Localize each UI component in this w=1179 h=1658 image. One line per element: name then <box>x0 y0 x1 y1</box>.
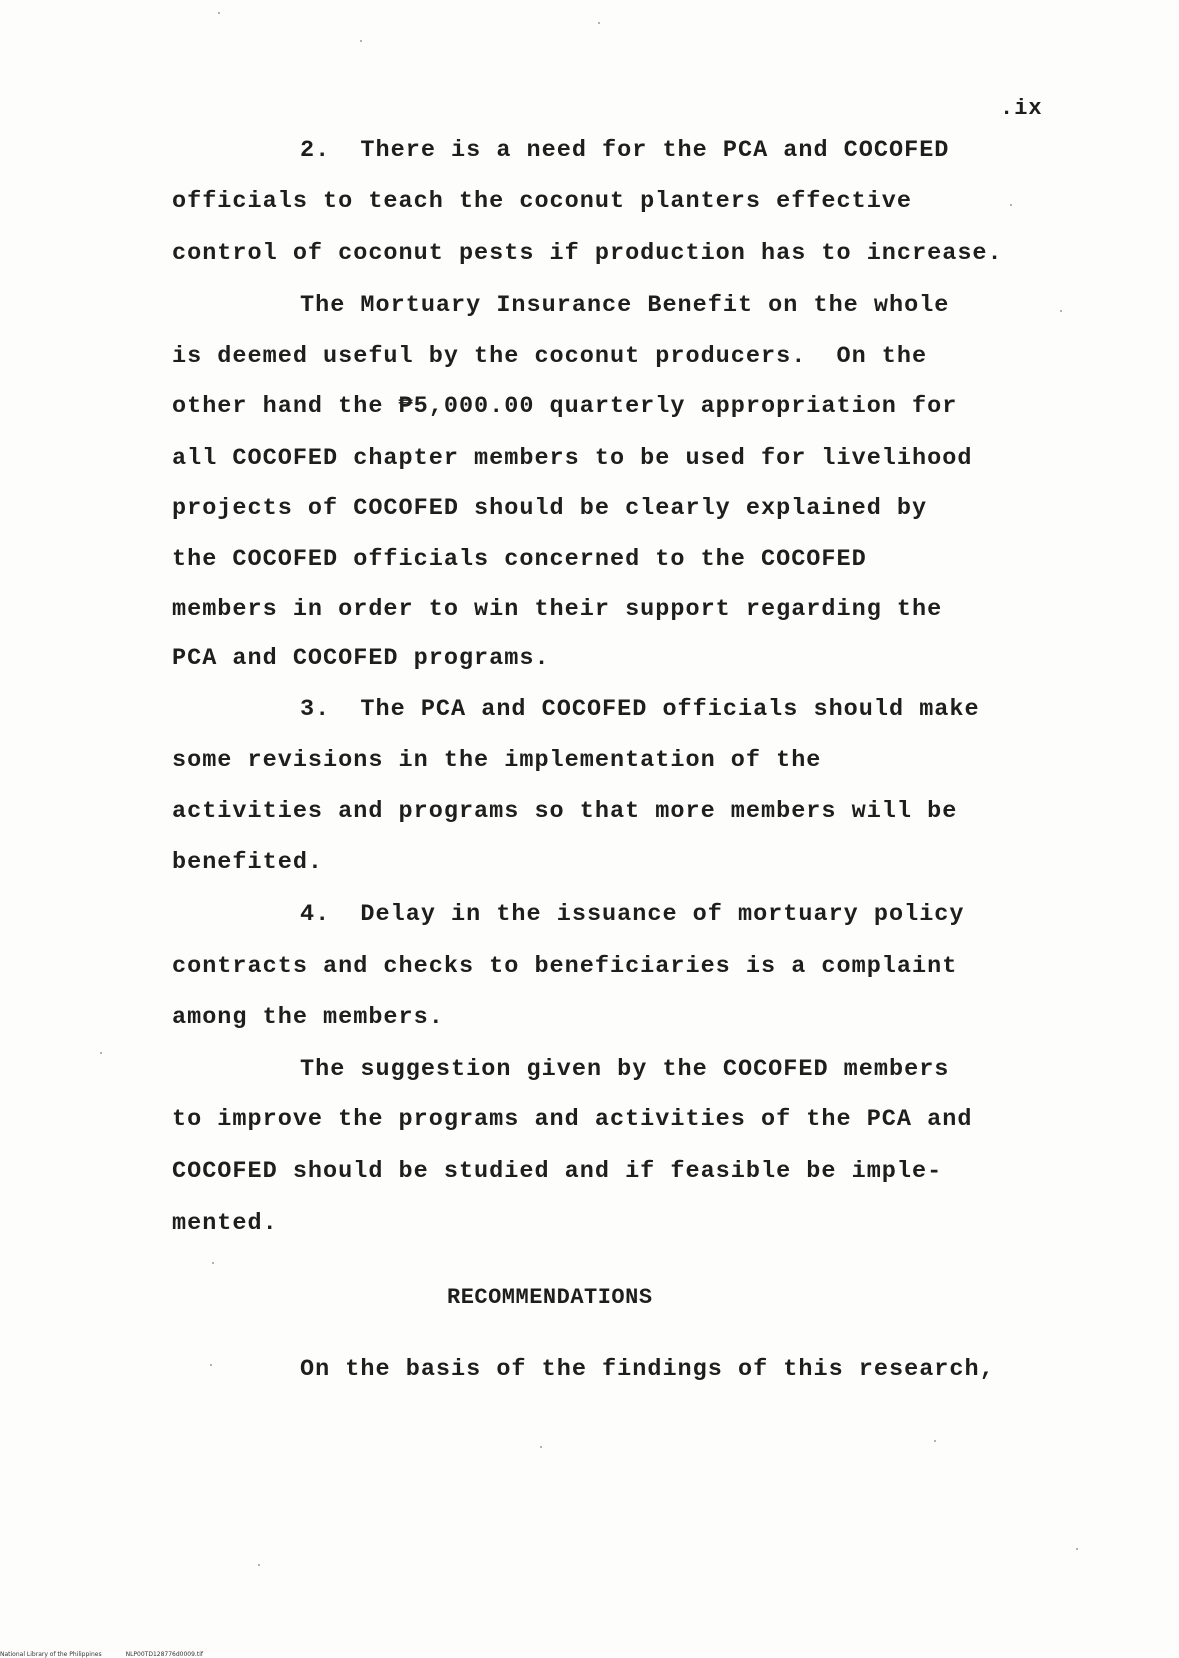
scan-speck <box>212 1262 214 1264</box>
text-line: COCOFED should be studied and if feasible be imple- <box>172 1158 943 1185</box>
scan-speck <box>100 1052 102 1054</box>
scan-speck <box>1076 1548 1078 1550</box>
section-heading: RECOMMENDATIONS <box>447 1285 653 1310</box>
text-line: the COCOFED officials concerned to the COCOFED <box>172 546 867 573</box>
text-line: members in order to win their support regarding the <box>172 596 943 623</box>
text-line: all COCOFED chapter members to be used for livelihood <box>172 445 973 472</box>
scan-speck <box>598 22 600 24</box>
scan-speck <box>210 1364 212 1366</box>
text-line: The Mortuary Insurance Benefit on the whole <box>300 292 950 319</box>
scan-speck <box>258 1564 260 1566</box>
text-line: 4. Delay in the issuance of mortuary policy <box>300 901 965 928</box>
text-line: benefited. <box>172 849 324 876</box>
text-line: among the members. <box>172 1004 444 1031</box>
footer-library: National Library of the Philippines <box>0 1651 102 1658</box>
scan-footer <box>0 1651 227 1658</box>
text-line: 3. The PCA and COCOFED officials should make <box>300 696 980 723</box>
text-line: officials to teach the coconut planters effective <box>172 188 913 215</box>
text-line: some revisions in the implementation of the <box>172 747 822 774</box>
text-line: The suggestion given by the COCOFED members <box>300 1056 950 1083</box>
scan-speck <box>1060 310 1062 312</box>
text-line: activities and programs so that more members will be <box>172 798 958 825</box>
text-line: projects of COCOFED should be clearly explained by <box>172 495 928 522</box>
page-number: .ix <box>1000 96 1043 121</box>
text-line: mented. <box>172 1210 278 1237</box>
scan-speck <box>934 1440 936 1442</box>
scan-speck <box>360 40 362 42</box>
footer-file-id: NLP00TD128776d0009.tif <box>125 1651 203 1658</box>
text-line: is deemed useful by the coconut producers. On the <box>172 343 928 370</box>
text-line: On the basis of the findings of this research, <box>300 1356 995 1383</box>
text-line: PCA and COCOFED programs. <box>172 645 550 672</box>
text-line: contracts and checks to beneficiaries is a complaint <box>172 953 958 980</box>
scan-speck <box>540 1446 542 1448</box>
text-line: other hand the ₱5,000.00 quarterly appropriation for <box>172 393 958 420</box>
text-line: 2. There is a need for the PCA and COCOFED <box>300 137 950 164</box>
text-line: control of coconut pests if production has to increase. <box>172 240 1003 267</box>
text-line: to improve the programs and activities of the PCA and <box>172 1106 973 1133</box>
scan-speck <box>1010 204 1012 206</box>
scan-speck <box>218 12 220 14</box>
